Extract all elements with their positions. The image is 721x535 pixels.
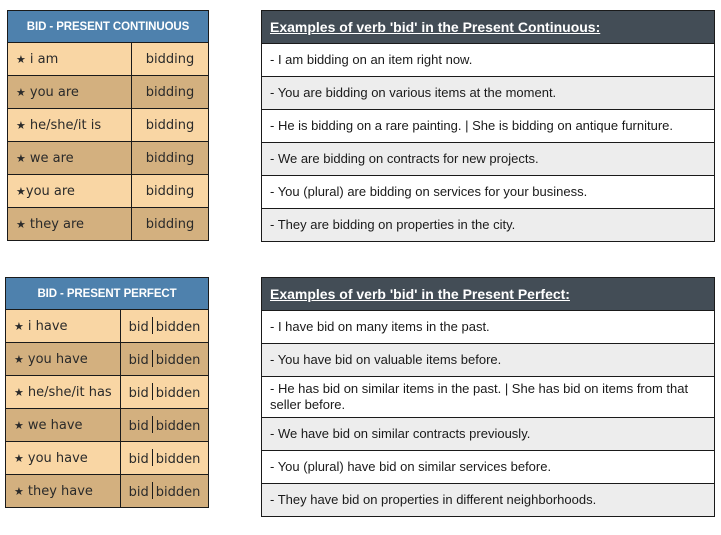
conjugation-row — [6, 475, 209, 508]
example-sentence: - I am bidding on an item right now. — [262, 44, 715, 77]
star-icon: ★ — [14, 451, 24, 465]
conjugation-table-title: BID - PRESENT PERFECT — [6, 278, 209, 310]
conjugation-row — [6, 310, 209, 343]
verb-form: bidding — [132, 142, 209, 175]
pronoun: you are — [29, 84, 79, 100]
separator — [152, 416, 153, 433]
verb-form: bidding — [132, 109, 209, 142]
pronoun: he/she/it is — [29, 117, 102, 133]
examples-table-title: Examples of verb 'bid' in the Present Perfect: — [262, 278, 715, 311]
examples-table-title: Examples of verb 'bid' in the Present Continuous: — [262, 11, 715, 44]
star-icon: ★ — [16, 85, 26, 99]
example-sentence: - He has bid on similar items in the past. | She has bid on items from that seller before. — [262, 377, 715, 418]
example-row — [262, 451, 715, 484]
example-sentence: - They have bid on properties in different neighborhoods. — [262, 484, 715, 517]
example-row — [262, 484, 715, 517]
separator — [152, 482, 153, 499]
star-icon: ★ — [16, 151, 26, 165]
example-row — [262, 143, 715, 176]
separator — [152, 317, 153, 334]
example-sentence: - You (plural) have bid on similar services before. — [262, 451, 715, 484]
pronoun: you have — [27, 351, 88, 367]
verb-form: bid bidden — [121, 409, 209, 442]
example-row — [262, 418, 715, 451]
present-continuous-examples-table — [261, 10, 715, 242]
example-sentence: - You (plural) are bidding on services for your business. — [262, 176, 715, 209]
conjugation-row — [8, 175, 209, 208]
present-perfect-conjugation-table — [5, 277, 209, 508]
verb-form: bidding — [132, 175, 209, 208]
example-sentence: - I have bid on many items in the past. — [262, 311, 715, 344]
conjugation-row — [8, 142, 209, 175]
example-row — [262, 311, 715, 344]
pronoun: we have — [27, 417, 83, 433]
example-row — [262, 110, 715, 143]
star-icon: ★ — [16, 52, 26, 66]
conjugation-table-title: BID - PRESENT CONTINUOUS — [8, 11, 209, 43]
pronoun: you have — [27, 450, 88, 466]
verb-form: bid bidden — [121, 310, 209, 343]
verb-form: bid bidden — [121, 475, 209, 508]
example-sentence: - We have bid on similar contracts previously. — [262, 418, 715, 451]
example-row — [262, 44, 715, 77]
example-sentence: - They are bidding on properties in the city. — [262, 209, 715, 242]
conjugation-row — [8, 43, 209, 76]
example-row — [262, 344, 715, 377]
conjugation-row — [8, 208, 209, 241]
conjugation-row — [6, 409, 209, 442]
star-icon: ★ — [14, 319, 24, 333]
verb-form: bidding — [132, 76, 209, 109]
present-continuous-conjugation-table — [7, 10, 209, 241]
star-icon: ★ — [14, 484, 24, 498]
example-row — [262, 377, 715, 418]
star-icon: ★ — [16, 184, 26, 198]
separator — [152, 449, 153, 466]
conjugation-row — [6, 376, 209, 409]
example-row — [262, 176, 715, 209]
pronoun: we are — [29, 150, 74, 166]
example-sentence: - We are bidding on contracts for new projects. — [262, 143, 715, 176]
separator — [152, 383, 153, 400]
example-sentence: - He is bidding on a rare painting. | She is bidding on antique furniture. — [262, 110, 715, 143]
present-perfect-examples-table — [261, 277, 715, 517]
verb-form: bid bidden — [121, 343, 209, 376]
pronoun: i am — [29, 51, 59, 67]
verb-form: bid bidden — [121, 376, 209, 409]
star-icon: ★ — [14, 418, 24, 432]
pronoun: i have — [27, 318, 68, 334]
example-sentence: - You have bid on valuable items before. — [262, 344, 715, 377]
conjugation-row — [8, 76, 209, 109]
verb-form: bidding — [132, 43, 209, 76]
conjugation-row — [6, 442, 209, 475]
star-icon: ★ — [14, 352, 24, 366]
star-icon: ★ — [16, 217, 26, 231]
verb-form: bid bidden — [121, 442, 209, 475]
verb-form: bidding — [132, 208, 209, 241]
example-sentence: - You are bidding on various items at the moment. — [262, 77, 715, 110]
example-row — [262, 77, 715, 110]
conjugation-row — [6, 343, 209, 376]
example-row — [262, 209, 715, 242]
pronoun: he/she/it has — [27, 384, 112, 400]
star-icon: ★ — [14, 385, 24, 399]
pronoun: they are — [29, 216, 85, 232]
separator — [152, 350, 153, 367]
pronoun: you are — [25, 183, 75, 199]
pronoun: they have — [27, 483, 93, 499]
star-icon: ★ — [16, 118, 26, 132]
conjugation-row — [8, 109, 209, 142]
